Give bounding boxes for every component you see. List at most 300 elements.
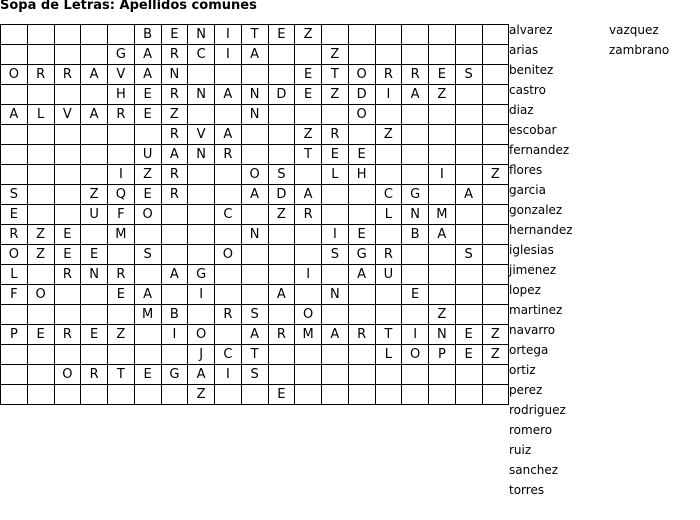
- grid-cell[interactable]: T: [322, 65, 349, 85]
- grid-cell[interactable]: A: [161, 265, 188, 285]
- grid-cell[interactable]: [134, 225, 161, 245]
- grid-cell[interactable]: V: [54, 105, 81, 125]
- grid-cell[interactable]: [402, 305, 429, 325]
- grid-cell[interactable]: I: [161, 325, 188, 345]
- grid-cell[interactable]: H: [108, 85, 135, 105]
- grid-cell[interactable]: [295, 285, 322, 305]
- grid-cell[interactable]: Z: [482, 165, 509, 185]
- grid-cell[interactable]: E: [322, 145, 349, 165]
- grid-cell[interactable]: T: [241, 25, 268, 45]
- grid-cell[interactable]: P: [1, 325, 28, 345]
- grid-cell[interactable]: E: [455, 325, 482, 345]
- grid-cell[interactable]: [161, 225, 188, 245]
- grid-cell[interactable]: [402, 245, 429, 265]
- grid-cell[interactable]: [322, 205, 349, 225]
- grid-cell[interactable]: C: [215, 345, 242, 365]
- grid-cell[interactable]: S: [1, 185, 28, 205]
- grid-cell[interactable]: E: [81, 325, 108, 345]
- grid-cell[interactable]: A: [215, 125, 242, 145]
- grid-cell[interactable]: [1, 365, 28, 385]
- grid-cell[interactable]: [348, 25, 375, 45]
- grid-cell[interactable]: [455, 225, 482, 245]
- grid-cell[interactable]: [482, 225, 509, 245]
- grid-cell[interactable]: [348, 205, 375, 225]
- grid-cell[interactable]: [54, 345, 81, 365]
- grid-cell[interactable]: [429, 245, 456, 265]
- grid-cell[interactable]: [429, 365, 456, 385]
- grid-cell[interactable]: [455, 385, 482, 405]
- grid-cell[interactable]: [375, 105, 402, 125]
- grid-cell[interactable]: [215, 265, 242, 285]
- grid-cell[interactable]: [402, 165, 429, 185]
- grid-cell[interactable]: N: [402, 205, 429, 225]
- grid-cell[interactable]: [215, 325, 242, 345]
- grid-cell[interactable]: T: [295, 145, 322, 165]
- grid-cell[interactable]: [81, 145, 108, 165]
- grid-cell[interactable]: A: [455, 185, 482, 205]
- grid-cell[interactable]: [402, 145, 429, 165]
- grid-cell[interactable]: [27, 365, 54, 385]
- grid-cell[interactable]: [188, 185, 215, 205]
- grid-cell[interactable]: I: [215, 45, 242, 65]
- grid-cell[interactable]: [482, 45, 509, 65]
- grid-cell[interactable]: [134, 345, 161, 365]
- grid-cell[interactable]: R: [375, 245, 402, 265]
- grid-cell[interactable]: Z: [482, 325, 509, 345]
- grid-cell[interactable]: [27, 345, 54, 365]
- grid-cell[interactable]: [455, 265, 482, 285]
- grid-cell[interactable]: O: [241, 165, 268, 185]
- grid-cell[interactable]: [27, 265, 54, 285]
- grid-cell[interactable]: [455, 25, 482, 45]
- grid-cell[interactable]: [241, 145, 268, 165]
- grid-cell[interactable]: B: [161, 305, 188, 325]
- grid-cell[interactable]: [108, 145, 135, 165]
- grid-cell[interactable]: [429, 125, 456, 145]
- grid-cell[interactable]: S: [268, 165, 295, 185]
- grid-cell[interactable]: [108, 25, 135, 45]
- grid-cell[interactable]: [1, 45, 28, 65]
- grid-cell[interactable]: R: [161, 165, 188, 185]
- grid-cell[interactable]: [482, 145, 509, 165]
- grid-cell[interactable]: S: [241, 365, 268, 385]
- grid-cell[interactable]: R: [348, 325, 375, 345]
- grid-cell[interactable]: [455, 45, 482, 65]
- grid-cell[interactable]: [188, 65, 215, 85]
- grid-cell[interactable]: A: [241, 325, 268, 345]
- grid-cell[interactable]: E: [134, 105, 161, 125]
- grid-cell[interactable]: [54, 385, 81, 405]
- grid-cell[interactable]: O: [54, 365, 81, 385]
- grid-cell[interactable]: [1, 85, 28, 105]
- grid-cell[interactable]: [402, 125, 429, 145]
- grid-cell[interactable]: [108, 385, 135, 405]
- grid-cell[interactable]: [268, 305, 295, 325]
- grid-cell[interactable]: N: [81, 265, 108, 285]
- grid-cell[interactable]: [348, 285, 375, 305]
- grid-cell[interactable]: L: [322, 165, 349, 185]
- grid-cell[interactable]: [455, 165, 482, 185]
- grid-cell[interactable]: [1, 125, 28, 145]
- grid-cell[interactable]: R: [27, 65, 54, 85]
- grid-cell[interactable]: [1, 165, 28, 185]
- grid-cell[interactable]: [429, 265, 456, 285]
- grid-cell[interactable]: L: [1, 265, 28, 285]
- grid-cell[interactable]: Z: [482, 345, 509, 365]
- grid-cell[interactable]: [295, 165, 322, 185]
- grid-cell[interactable]: [161, 245, 188, 265]
- grid-cell[interactable]: [402, 25, 429, 45]
- grid-cell[interactable]: [188, 245, 215, 265]
- grid-cell[interactable]: [348, 305, 375, 325]
- grid-cell[interactable]: [322, 345, 349, 365]
- grid-cell[interactable]: R: [295, 205, 322, 225]
- grid-cell[interactable]: [81, 305, 108, 325]
- grid-cell[interactable]: [134, 385, 161, 405]
- grid-cell[interactable]: N: [241, 85, 268, 105]
- grid-cell[interactable]: [54, 205, 81, 225]
- grid-cell[interactable]: E: [134, 85, 161, 105]
- grid-cell[interactable]: [268, 65, 295, 85]
- grid-cell[interactable]: [241, 265, 268, 285]
- grid-cell[interactable]: [322, 105, 349, 125]
- grid-cell[interactable]: Q: [108, 185, 135, 205]
- grid-cell[interactable]: [482, 265, 509, 285]
- grid-cell[interactable]: R: [215, 145, 242, 165]
- grid-cell[interactable]: [54, 145, 81, 165]
- grid-cell[interactable]: D: [348, 85, 375, 105]
- grid-cell[interactable]: [455, 85, 482, 105]
- grid-cell[interactable]: O: [215, 245, 242, 265]
- grid-cell[interactable]: [81, 345, 108, 365]
- grid-cell[interactable]: Z: [188, 385, 215, 405]
- grid-cell[interactable]: [375, 25, 402, 45]
- grid-cell[interactable]: [241, 205, 268, 225]
- grid-cell[interactable]: E: [54, 245, 81, 265]
- grid-cell[interactable]: R: [322, 125, 349, 145]
- grid-cell[interactable]: E: [108, 285, 135, 305]
- grid-cell[interactable]: [54, 45, 81, 65]
- grid-cell[interactable]: [1, 385, 28, 405]
- grid-cell[interactable]: [482, 305, 509, 325]
- grid-cell[interactable]: [134, 125, 161, 145]
- grid-cell[interactable]: Z: [295, 125, 322, 145]
- grid-cell[interactable]: [27, 305, 54, 325]
- grid-cell[interactable]: [241, 285, 268, 305]
- grid-cell[interactable]: V: [188, 125, 215, 145]
- grid-cell[interactable]: [108, 125, 135, 145]
- grid-cell[interactable]: B: [134, 25, 161, 45]
- grid-cell[interactable]: A: [134, 45, 161, 65]
- grid-cell[interactable]: R: [215, 305, 242, 325]
- grid-cell[interactable]: [482, 245, 509, 265]
- grid-cell[interactable]: [81, 385, 108, 405]
- grid-cell[interactable]: [27, 205, 54, 225]
- grid-cell[interactable]: E: [348, 225, 375, 245]
- grid-cell[interactable]: [54, 25, 81, 45]
- grid-cell[interactable]: A: [402, 85, 429, 105]
- grid-cell[interactable]: [295, 105, 322, 125]
- grid-cell[interactable]: I: [188, 285, 215, 305]
- grid-cell[interactable]: I: [375, 85, 402, 105]
- grid-cell[interactable]: L: [375, 345, 402, 365]
- grid-cell[interactable]: [322, 25, 349, 45]
- grid-cell[interactable]: M: [134, 305, 161, 325]
- grid-cell[interactable]: [375, 45, 402, 65]
- grid-cell[interactable]: [81, 25, 108, 45]
- grid-cell[interactable]: [1, 25, 28, 45]
- grid-cell[interactable]: [402, 365, 429, 385]
- grid-cell[interactable]: [455, 365, 482, 385]
- grid-cell[interactable]: G: [161, 365, 188, 385]
- grid-cell[interactable]: T: [108, 365, 135, 385]
- grid-cell[interactable]: O: [1, 65, 28, 85]
- grid-cell[interactable]: A: [1, 105, 28, 125]
- grid-cell[interactable]: D: [268, 185, 295, 205]
- grid-cell[interactable]: [375, 145, 402, 165]
- grid-cell[interactable]: S: [455, 65, 482, 85]
- grid-cell[interactable]: [402, 105, 429, 125]
- grid-cell[interactable]: [348, 125, 375, 145]
- grid-cell[interactable]: Z: [27, 225, 54, 245]
- grid-cell[interactable]: R: [161, 125, 188, 145]
- grid-cell[interactable]: R: [161, 45, 188, 65]
- grid-cell[interactable]: I: [402, 325, 429, 345]
- grid-cell[interactable]: I: [215, 365, 242, 385]
- grid-cell[interactable]: E: [455, 345, 482, 365]
- grid-cell[interactable]: [402, 265, 429, 285]
- grid-cell[interactable]: [429, 285, 456, 305]
- grid-cell[interactable]: [482, 65, 509, 85]
- grid-cell[interactable]: Z: [134, 165, 161, 185]
- grid-cell[interactable]: R: [54, 65, 81, 85]
- grid-cell[interactable]: [268, 245, 295, 265]
- grid-cell[interactable]: [27, 385, 54, 405]
- grid-cell[interactable]: [215, 385, 242, 405]
- grid-cell[interactable]: [134, 325, 161, 345]
- grid-cell[interactable]: N: [188, 85, 215, 105]
- grid-cell[interactable]: [295, 365, 322, 385]
- grid-cell[interactable]: [482, 385, 509, 405]
- grid-cell[interactable]: O: [295, 305, 322, 325]
- grid-cell[interactable]: [27, 185, 54, 205]
- grid-cell[interactable]: N: [188, 25, 215, 45]
- grid-cell[interactable]: E: [268, 385, 295, 405]
- grid-cell[interactable]: [241, 125, 268, 145]
- grid-cell[interactable]: S: [322, 245, 349, 265]
- grid-cell[interactable]: F: [1, 285, 28, 305]
- grid-cell[interactable]: T: [375, 325, 402, 345]
- grid-cell[interactable]: E: [134, 365, 161, 385]
- grid-cell[interactable]: [161, 385, 188, 405]
- grid-cell[interactable]: I: [108, 165, 135, 185]
- grid-cell[interactable]: [322, 385, 349, 405]
- grid-cell[interactable]: E: [161, 25, 188, 45]
- grid-cell[interactable]: [215, 185, 242, 205]
- grid-cell[interactable]: L: [27, 105, 54, 125]
- grid-cell[interactable]: S: [455, 245, 482, 265]
- grid-cell[interactable]: M: [429, 205, 456, 225]
- grid-cell[interactable]: [295, 245, 322, 265]
- grid-cell[interactable]: T: [241, 345, 268, 365]
- grid-cell[interactable]: G: [108, 45, 135, 65]
- grid-cell[interactable]: G: [348, 245, 375, 265]
- grid-cell[interactable]: E: [27, 325, 54, 345]
- grid-cell[interactable]: [188, 165, 215, 185]
- grid-cell[interactable]: [429, 25, 456, 45]
- grid-cell[interactable]: A: [134, 65, 161, 85]
- grid-cell[interactable]: B: [402, 225, 429, 245]
- grid-cell[interactable]: O: [27, 285, 54, 305]
- grid-cell[interactable]: [54, 85, 81, 105]
- grid-cell[interactable]: [482, 85, 509, 105]
- grid-cell[interactable]: R: [1, 225, 28, 245]
- grid-cell[interactable]: [215, 225, 242, 245]
- grid-cell[interactable]: [108, 245, 135, 265]
- grid-cell[interactable]: [268, 125, 295, 145]
- grid-cell[interactable]: [482, 205, 509, 225]
- grid-cell[interactable]: [161, 205, 188, 225]
- grid-cell[interactable]: [108, 305, 135, 325]
- grid-cell[interactable]: Z: [268, 205, 295, 225]
- grid-cell[interactable]: U: [81, 205, 108, 225]
- grid-cell[interactable]: [1, 145, 28, 165]
- grid-cell[interactable]: [348, 345, 375, 365]
- grid-cell[interactable]: [54, 305, 81, 325]
- grid-cell[interactable]: D: [268, 85, 295, 105]
- grid-cell[interactable]: N: [188, 145, 215, 165]
- grid-cell[interactable]: [268, 345, 295, 365]
- grid-cell[interactable]: [188, 105, 215, 125]
- grid-cell[interactable]: [27, 45, 54, 65]
- grid-cell[interactable]: [348, 385, 375, 405]
- grid-cell[interactable]: C: [188, 45, 215, 65]
- grid-cell[interactable]: E: [295, 85, 322, 105]
- grid-cell[interactable]: [108, 345, 135, 365]
- grid-cell[interactable]: A: [161, 145, 188, 165]
- grid-cell[interactable]: [54, 185, 81, 205]
- grid-cell[interactable]: [54, 125, 81, 145]
- grid-cell[interactable]: [375, 165, 402, 185]
- grid-cell[interactable]: [188, 205, 215, 225]
- grid-cell[interactable]: Z: [81, 185, 108, 205]
- grid-cell[interactable]: R: [161, 185, 188, 205]
- grid-cell[interactable]: E: [54, 225, 81, 245]
- grid-cell[interactable]: [27, 25, 54, 45]
- grid-cell[interactable]: [455, 145, 482, 165]
- grid-cell[interactable]: Z: [375, 125, 402, 145]
- grid-cell[interactable]: [54, 285, 81, 305]
- grid-cell[interactable]: [1, 345, 28, 365]
- grid-cell[interactable]: G: [188, 265, 215, 285]
- grid-cell[interactable]: J: [188, 345, 215, 365]
- grid-cell[interactable]: [322, 185, 349, 205]
- grid-cell[interactable]: A: [134, 285, 161, 305]
- grid-cell[interactable]: A: [348, 265, 375, 285]
- grid-cell[interactable]: [295, 345, 322, 365]
- grid-cell[interactable]: [455, 305, 482, 325]
- grid-cell[interactable]: N: [241, 105, 268, 125]
- grid-cell[interactable]: E: [134, 185, 161, 205]
- grid-cell[interactable]: R: [108, 105, 135, 125]
- grid-cell[interactable]: [268, 365, 295, 385]
- grid-cell[interactable]: [188, 305, 215, 325]
- grid-cell[interactable]: E: [429, 65, 456, 85]
- grid-cell[interactable]: [81, 125, 108, 145]
- grid-cell[interactable]: R: [402, 65, 429, 85]
- grid-cell[interactable]: [482, 285, 509, 305]
- grid-cell[interactable]: Z: [322, 45, 349, 65]
- grid-cell[interactable]: O: [134, 205, 161, 225]
- grid-cell[interactable]: S: [241, 305, 268, 325]
- grid-cell[interactable]: Z: [108, 325, 135, 345]
- grid-cell[interactable]: I: [295, 265, 322, 285]
- grid-cell[interactable]: E: [402, 285, 429, 305]
- grid-cell[interactable]: I: [322, 225, 349, 245]
- grid-cell[interactable]: [375, 285, 402, 305]
- grid-cell[interactable]: Z: [322, 85, 349, 105]
- grid-cell[interactable]: [241, 385, 268, 405]
- grid-cell[interactable]: E: [348, 145, 375, 165]
- grid-cell[interactable]: [455, 205, 482, 225]
- grid-cell[interactable]: [429, 385, 456, 405]
- grid-cell[interactable]: [402, 385, 429, 405]
- grid-cell[interactable]: [161, 345, 188, 365]
- grid-cell[interactable]: R: [54, 265, 81, 285]
- grid-cell[interactable]: M: [108, 225, 135, 245]
- grid-cell[interactable]: [348, 185, 375, 205]
- grid-cell[interactable]: E: [268, 25, 295, 45]
- grid-cell[interactable]: I: [215, 25, 242, 45]
- grid-cell[interactable]: [81, 165, 108, 185]
- grid-cell[interactable]: U: [134, 145, 161, 165]
- grid-cell[interactable]: [322, 265, 349, 285]
- grid-cell[interactable]: Z: [27, 245, 54, 265]
- grid-cell[interactable]: [268, 225, 295, 245]
- grid-cell[interactable]: [27, 145, 54, 165]
- grid-cell[interactable]: [375, 385, 402, 405]
- grid-cell[interactable]: G: [402, 185, 429, 205]
- grid-cell[interactable]: [455, 125, 482, 145]
- grid-cell[interactable]: [322, 365, 349, 385]
- grid-cell[interactable]: [375, 305, 402, 325]
- grid-cell[interactable]: [375, 225, 402, 245]
- grid-cell[interactable]: E: [81, 245, 108, 265]
- grid-cell[interactable]: O: [402, 345, 429, 365]
- grid-cell[interactable]: [81, 85, 108, 105]
- grid-cell[interactable]: R: [268, 325, 295, 345]
- grid-cell[interactable]: Z: [429, 85, 456, 105]
- grid-cell[interactable]: P: [429, 345, 456, 365]
- grid-cell[interactable]: [268, 45, 295, 65]
- grid-cell[interactable]: [81, 225, 108, 245]
- grid-cell[interactable]: N: [322, 285, 349, 305]
- grid-cell[interactable]: O: [188, 325, 215, 345]
- grid-cell[interactable]: A: [241, 45, 268, 65]
- grid-cell[interactable]: A: [241, 185, 268, 205]
- grid-cell[interactable]: [27, 85, 54, 105]
- grid-cell[interactable]: A: [215, 85, 242, 105]
- grid-cell[interactable]: L: [375, 205, 402, 225]
- grid-cell[interactable]: O: [348, 105, 375, 125]
- grid-cell[interactable]: C: [215, 205, 242, 225]
- grid-cell[interactable]: Z: [295, 25, 322, 45]
- grid-cell[interactable]: [429, 185, 456, 205]
- grid-cell[interactable]: M: [295, 325, 322, 345]
- grid-cell[interactable]: [241, 65, 268, 85]
- grid-cell[interactable]: [455, 285, 482, 305]
- grid-cell[interactable]: [27, 125, 54, 145]
